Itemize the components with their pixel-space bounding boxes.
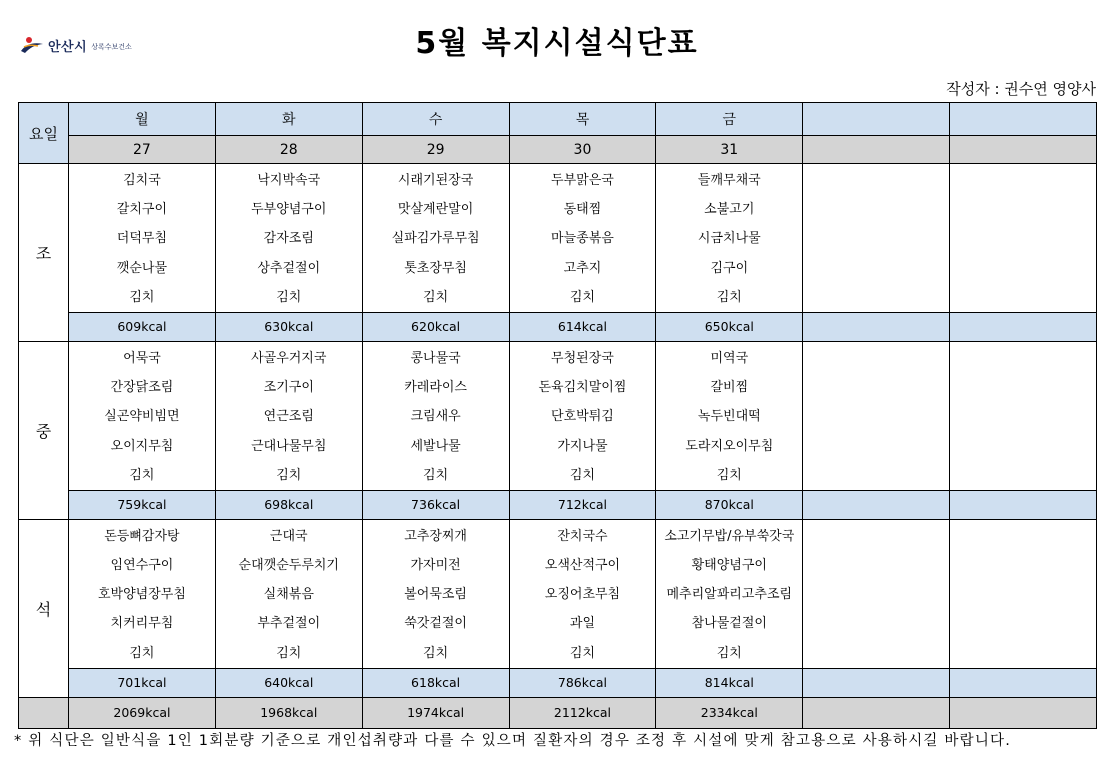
menu-cell bbox=[362, 164, 509, 313]
menu-cell bbox=[509, 519, 656, 668]
date-cell: 28 bbox=[215, 136, 362, 164]
menu-item: 갈치구이 bbox=[116, 202, 168, 218]
author-label: 작성자 : 권수연 영양사 bbox=[946, 80, 1096, 98]
day-cell bbox=[950, 103, 1097, 136]
menu-cell bbox=[656, 341, 803, 490]
menu-item: 김치 bbox=[129, 289, 155, 305]
menu-item: 쑥갓겉절이 bbox=[404, 616, 467, 632]
menu-item: 크림새우 bbox=[410, 409, 461, 425]
kcal-cell: 609kcal bbox=[69, 312, 216, 341]
menu-item: 잔치국수 bbox=[557, 528, 608, 544]
kcal-cell: 701kcal bbox=[69, 668, 216, 697]
menu-item: 김치 bbox=[129, 467, 155, 483]
menu-cell bbox=[362, 341, 509, 490]
menu-cell bbox=[215, 341, 362, 490]
menu-cell bbox=[950, 164, 1097, 313]
menu-item: 갈비찜 bbox=[710, 380, 749, 396]
kcal-cell: 650kcal bbox=[656, 312, 803, 341]
menu-item: 돈육김치말이찜 bbox=[538, 380, 627, 396]
menu-item: 고추장찌개 bbox=[404, 528, 467, 544]
total-cell: 1968kcal bbox=[215, 697, 362, 728]
menu-item: 소불고기 bbox=[704, 202, 755, 218]
menu-item: 근대나물무침 bbox=[251, 438, 327, 454]
menu-item: 톳초장무침 bbox=[404, 260, 467, 276]
menu-item: 감자조림 bbox=[263, 231, 314, 247]
menu-item: 김치 bbox=[276, 645, 302, 661]
menu-item: 오징어초무침 bbox=[544, 587, 621, 603]
menu-item: 치커리무침 bbox=[110, 616, 174, 632]
menu-cell bbox=[362, 519, 509, 668]
menu-cell bbox=[69, 341, 216, 490]
total-row bbox=[19, 697, 1097, 728]
menu-item: 오이지무침 bbox=[110, 438, 174, 454]
day-cell: 화 bbox=[215, 103, 362, 136]
kcal-cell: 786kcal bbox=[509, 668, 656, 697]
date-cell: 27 bbox=[69, 136, 216, 164]
menu-item: 실곤약비빔면 bbox=[104, 409, 180, 425]
kcal-cell: 620kcal bbox=[362, 312, 509, 341]
total-cell: 1974kcal bbox=[362, 697, 509, 728]
menu-item: 어묵국 bbox=[123, 350, 161, 366]
kcal-cell: 870kcal bbox=[656, 490, 803, 519]
menu-item: 깻순나물 bbox=[116, 260, 168, 276]
menu-cell bbox=[509, 341, 656, 490]
kcal-row bbox=[19, 312, 1097, 341]
menu-item: 근대국 bbox=[269, 528, 308, 544]
menu-item: 가자미전 bbox=[410, 558, 461, 574]
menu-cell bbox=[950, 341, 1097, 490]
menu-item: 조기구이 bbox=[263, 380, 314, 396]
menu-item: 미역국 bbox=[710, 350, 749, 366]
meal-label: 조 bbox=[19, 164, 69, 342]
menu-item: 가지나물 bbox=[557, 438, 608, 454]
total-cell: 2334kcal bbox=[656, 697, 803, 728]
kcal-cell: 640kcal bbox=[215, 668, 362, 697]
kcal-cell bbox=[803, 490, 950, 519]
menu-item: 김치 bbox=[423, 645, 449, 661]
menu-item: 두부맑은국 bbox=[551, 173, 614, 188]
kcal-cell bbox=[803, 312, 950, 341]
menu-item: 김치 bbox=[423, 289, 449, 305]
kcal-cell bbox=[950, 312, 1097, 341]
menu-item: 참나물겉절이 bbox=[691, 616, 767, 632]
menu-item: 낙지박속국 bbox=[257, 173, 321, 188]
day-cell bbox=[803, 103, 950, 136]
menu-item: 순대깻순두루치기 bbox=[238, 558, 339, 574]
day-header-row bbox=[19, 103, 1097, 136]
meal-label: 중 bbox=[19, 341, 69, 519]
menu-item: 임연수구이 bbox=[110, 558, 174, 574]
date-cell bbox=[950, 136, 1097, 164]
menu-item: 황태양념구이 bbox=[691, 558, 767, 574]
menu-item: 김구이 bbox=[710, 260, 749, 276]
menu-item: 녹두빈대떡 bbox=[697, 409, 761, 425]
menu-item: 볼어묵조림 bbox=[404, 587, 467, 603]
menu-item: 김치 bbox=[276, 467, 302, 483]
meal-row bbox=[19, 519, 1097, 668]
kcal-cell: 618kcal bbox=[362, 668, 509, 697]
menu-item: 돈등뼈감자탕 bbox=[104, 528, 180, 544]
day-cell: 수 bbox=[362, 103, 509, 136]
menu-item: 사골우거지국 bbox=[251, 350, 327, 366]
menu-cell bbox=[69, 519, 216, 668]
date-row bbox=[19, 136, 1097, 164]
menu-item: 오색산적구이 bbox=[544, 558, 621, 574]
menu-cell bbox=[950, 519, 1097, 668]
menu-cell bbox=[803, 519, 950, 668]
menu-cell bbox=[215, 519, 362, 668]
logo-subtitle: 상록수보건소 bbox=[91, 42, 132, 51]
menu-cell bbox=[656, 164, 803, 313]
kcal-cell bbox=[803, 668, 950, 697]
menu-item: 김치 bbox=[276, 289, 302, 305]
footnote: * 위 식단은 일반식을 1인 1회분량 기준으로 개인섭취량과 다를 수 있으며 질환자의 경우 조정 후 시설에 맞게 참고용으로 사용하시길 바랍니다. bbox=[14, 733, 1012, 749]
menu-cell bbox=[509, 164, 656, 313]
menu-item: 김치 bbox=[716, 645, 742, 661]
menu-item: 호박양념장무침 bbox=[97, 587, 186, 603]
total-cell: 2112kcal bbox=[509, 697, 656, 728]
kcal-cell bbox=[950, 668, 1097, 697]
menu-item: 카레라이스 bbox=[404, 380, 467, 396]
total-cell bbox=[803, 697, 950, 728]
menu-item: 김치 bbox=[569, 645, 596, 661]
meal-row bbox=[19, 164, 1097, 313]
kcal-cell: 736kcal bbox=[362, 490, 509, 519]
menu-item: 메추리알꽈리고추조림 bbox=[666, 587, 793, 603]
menu-item: 콩나물국 bbox=[410, 350, 461, 366]
total-label bbox=[19, 697, 69, 728]
menu-item: 간장닭조림 bbox=[110, 380, 174, 396]
day-cell: 금 bbox=[656, 103, 803, 136]
menu-item: 고추지 bbox=[563, 260, 602, 276]
menu-item: 김치 bbox=[569, 467, 596, 483]
kcal-cell: 614kcal bbox=[509, 312, 656, 341]
menu-item: 더덕무침 bbox=[116, 231, 168, 247]
total-cell: 2069kcal bbox=[69, 697, 216, 728]
kcal-row bbox=[19, 668, 1097, 697]
menu-item: 김치 bbox=[129, 645, 155, 661]
menu-item: 세발나물 bbox=[410, 438, 461, 454]
menu-item: 김치 bbox=[716, 467, 742, 483]
menu-item: 시금치나물 bbox=[697, 231, 761, 247]
menu-item: 두부양념구이 bbox=[251, 202, 327, 218]
menu-cell bbox=[803, 341, 950, 490]
menu-item: 소고기무밥/유부쑥갓국 bbox=[664, 528, 795, 544]
menu-item: 실채볶음 bbox=[263, 587, 314, 603]
total-cell bbox=[950, 697, 1097, 728]
menu-item: 시래기된장국 bbox=[397, 173, 474, 188]
menu-item: 들깨무채국 bbox=[697, 173, 761, 188]
menu-item: 김치국 bbox=[123, 173, 161, 188]
logo-name: 안산시 bbox=[48, 39, 88, 55]
page-title: 5월 복지시설식단표 bbox=[415, 26, 699, 61]
menu-cell bbox=[69, 164, 216, 313]
menu-item: 연근조림 bbox=[263, 409, 314, 425]
menu-item: 김치 bbox=[569, 289, 596, 305]
day-cell: 목 bbox=[509, 103, 656, 136]
date-cell: 30 bbox=[509, 136, 656, 164]
menu-item: 무청된장국 bbox=[551, 350, 614, 366]
menu-cell bbox=[803, 164, 950, 313]
menu-item: 과일 bbox=[569, 616, 596, 632]
day-cell: 월 bbox=[69, 103, 216, 136]
menu-item: 실파김가루무침 bbox=[391, 231, 480, 247]
menu-table bbox=[18, 102, 1097, 729]
menu-item: 맛살계란말이 bbox=[397, 202, 474, 218]
kcal-row bbox=[19, 490, 1097, 519]
meal-label: 석 bbox=[19, 519, 69, 697]
menu-item: 김치 bbox=[423, 467, 449, 483]
day-header-label: 요일 bbox=[19, 103, 69, 164]
menu-item: 상추겉절이 bbox=[257, 260, 321, 276]
kcal-cell: 630kcal bbox=[215, 312, 362, 341]
kcal-cell: 814kcal bbox=[656, 668, 803, 697]
menu-item: 김치 bbox=[716, 289, 742, 305]
date-cell: 29 bbox=[362, 136, 509, 164]
date-cell: 31 bbox=[656, 136, 803, 164]
kcal-cell: 759kcal bbox=[69, 490, 216, 519]
menu-cell bbox=[215, 164, 362, 313]
menu-item: 마늘종볶음 bbox=[551, 231, 614, 247]
menu-cell bbox=[656, 519, 803, 668]
kcal-cell: 712kcal bbox=[509, 490, 656, 519]
date-cell bbox=[803, 136, 950, 164]
menu-item: 부추겉절이 bbox=[257, 616, 321, 632]
kcal-cell: 698kcal bbox=[215, 490, 362, 519]
menu-item: 동태찜 bbox=[563, 202, 602, 218]
meal-row bbox=[19, 341, 1097, 490]
menu-item: 도라지오이무침 bbox=[685, 438, 774, 454]
kcal-cell bbox=[950, 490, 1097, 519]
menu-item: 단호박튀김 bbox=[551, 409, 614, 425]
